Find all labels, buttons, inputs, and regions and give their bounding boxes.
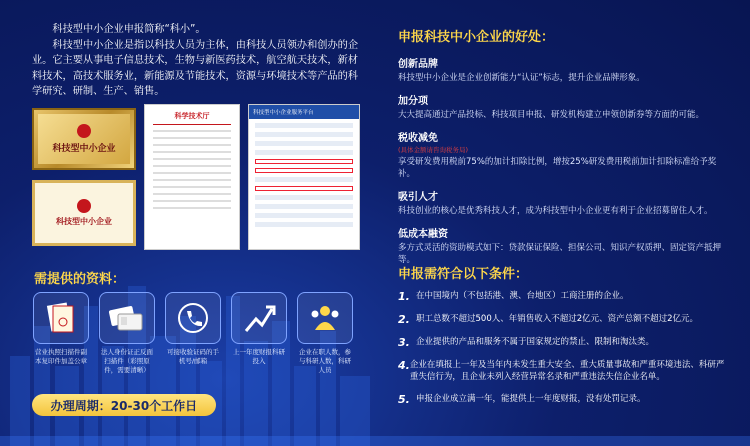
condition-text: 企业在填报上一年及当年内未发生重大安全、重大质量事故和严重环境违法、科研严重失信行为，且企业未列入经营异常名录和严重违法失信企业名单。: [409, 360, 725, 382]
materials-list: [32, 292, 354, 375]
platform-screenshot-image: [248, 104, 360, 250]
certificate-images: [32, 100, 362, 260]
intro-paragraph-1: 科技型中小企业申报简称“科小”。: [52, 24, 206, 35]
growth-arrow-icon: [231, 292, 287, 344]
condition-item: [398, 290, 728, 303]
material-label: 可接收验证码的手机号/邮箱: [167, 348, 219, 365]
material-label: 营业执照扫描件副本复印件加盖公章: [35, 348, 87, 365]
benefit-item: [398, 92, 728, 121]
document-header: 科学技术厅: [153, 111, 231, 125]
gold-plaque-image: [32, 108, 136, 170]
material-item: [296, 292, 354, 375]
benefit-text: 科技型中小企业是企业创新能力“认证”标志，提升企业品牌形象。: [398, 73, 645, 83]
condition-text: 职工总数不超过500人、年销售收入不超过2亿元、资产总额不超过2亿元。: [416, 314, 699, 324]
benefit-heading: 加分项: [398, 96, 428, 107]
benefit-item: [398, 225, 728, 266]
benefit-heading: 吸引人才: [398, 192, 438, 203]
flame-emblem-icon: [77, 199, 91, 213]
platform-header: 科技型中小企业服务平台: [249, 105, 359, 119]
condition-text: 申报企业成立满一年，能提供上一年度财报，没有处罚记录。: [416, 394, 646, 404]
conditions-title: 申报需符合以下条件：: [398, 267, 529, 282]
benefit-heading: 低成本融资: [398, 229, 448, 240]
benefit-item: [398, 129, 728, 180]
benefit-heading: 税收减免: [398, 133, 438, 144]
condition-number: 3.: [398, 336, 410, 349]
benefit-text: 大大提高通过产品投标、科技项目申报、研发机构建立申领创新券等方面的可能。: [398, 110, 705, 120]
material-label: 法人身份证正反面扫描件（彩照原件，需要清晰）: [101, 348, 153, 374]
phone-icon: [165, 292, 221, 344]
certificate-image: [32, 180, 136, 246]
material-item: [98, 292, 156, 375]
benefit-item: [398, 188, 728, 217]
benefits-section: [398, 26, 728, 274]
condition-number: 4.: [398, 359, 410, 372]
staff-icon: [297, 292, 353, 344]
intro-paragraph-2: 科技型中小企业是指以科技人员为主体，由科技人员领办和创办的企业。它主要从事电子信息技术，生物与新医药技术，航空航天技术，新材料技术，高技术服务业，新能源及节能技术，资源与环境技术等产品的科学研究、研制、生产、销售。: [32, 39, 359, 98]
condition-item: [398, 313, 728, 326]
intro-text: [32, 22, 362, 100]
official-document-image: [144, 104, 240, 250]
materials-title: 需提供的资料：: [34, 272, 126, 287]
benefit-note: (具体金额请咨询税务局): [398, 146, 469, 154]
benefit-text: 享受研发费用税前75%的加计扣除比例，增按25%研发费用税前加计扣除标准给予奖补。: [398, 157, 717, 179]
license-doc-icon: [33, 292, 89, 344]
condition-number: 1.: [398, 290, 410, 303]
benefit-text: 科技创业的核心是优秀科技人才，成为科技型中小企业更有利于企业招募留住人才。: [398, 206, 713, 216]
material-item: [230, 292, 288, 375]
material-label: 企业在职人数，参与科研人数，科研人员: [299, 348, 351, 374]
benefit-item: [398, 55, 728, 84]
condition-text: 在中国境内（不包括港、澳、台地区）工商注册的企业。: [416, 291, 629, 301]
condition-item: [398, 393, 728, 406]
material-item: [32, 292, 90, 375]
benefit-text: 多方式灵活的资助模式如下：贷款保证保险、担保公司、知识产权质押、固定资产抵押等。: [398, 243, 722, 265]
condition-number: 2.: [398, 313, 410, 326]
flame-emblem-icon: [77, 124, 91, 138]
material-item: [164, 292, 222, 375]
gold-plaque-text: 科技型中小企业: [52, 144, 116, 154]
certificate-text: 科技型中小企业: [56, 217, 112, 226]
condition-text: 企业提供的产品和服务不属于国家规定的禁止、限制和淘汰类。: [416, 337, 655, 347]
benefits-title: 申报科技中小企业的好处：: [398, 30, 555, 45]
condition-item: [398, 359, 728, 383]
processing-period-badge: 办理周期：20-30个工作日: [32, 394, 216, 416]
material-label: 上一年度财报科研投入: [233, 348, 285, 365]
id-card-icon: [99, 292, 155, 344]
benefit-heading: 创新品牌: [398, 59, 438, 70]
condition-item: [398, 336, 728, 349]
condition-number: 5.: [398, 393, 410, 406]
conditions-list: [398, 290, 728, 416]
